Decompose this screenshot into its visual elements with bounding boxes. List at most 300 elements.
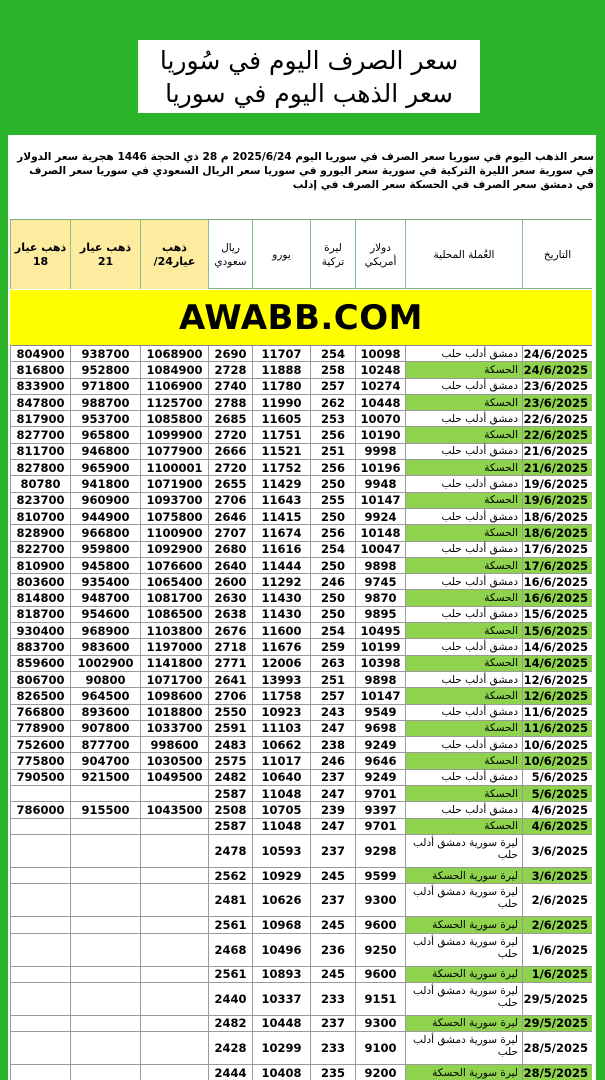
cell-sar: 2561 (208, 967, 252, 982)
cell-g21: 960900 (70, 493, 140, 508)
cell-g18: 930400 (10, 623, 70, 638)
cell-date: 21/6/2025 (522, 460, 592, 475)
cell-g21: 877700 (70, 737, 140, 752)
cell-date: 15/6/2025 (522, 623, 592, 638)
table-row (10, 967, 592, 983)
cell-g21: 983600 (70, 639, 140, 654)
table-row (10, 379, 592, 395)
cell-eur: 11430 (252, 590, 310, 605)
cell-g21: 964500 (70, 688, 140, 703)
cell-g24: 1125700 (140, 395, 208, 410)
cell-sar: 2771 (208, 656, 252, 671)
cell-date: 18/6/2025 (522, 509, 592, 524)
cell-g18: 833900 (10, 379, 70, 394)
cell-sar: 2483 (208, 737, 252, 752)
cell-eur: 10496 (252, 934, 310, 966)
cell-loc: دمشق أدلب حلب (405, 444, 522, 459)
cell-eur: 10640 (252, 770, 310, 785)
cell-g24: 1100900 (140, 525, 208, 540)
cell-date: 29/5/2025 (522, 983, 592, 1015)
cell-g21 (70, 1032, 140, 1064)
cell-loc: دمشق أدلب حلب (405, 346, 522, 361)
table-row (10, 934, 592, 967)
cell-sar: 2587 (208, 819, 252, 834)
cell-g24: 1084900 (140, 362, 208, 377)
cell-g21: 945800 (70, 558, 140, 573)
cell-date: 1/6/2025 (522, 967, 592, 982)
cell-sar: 2720 (208, 427, 252, 442)
cell-g24 (140, 1065, 208, 1080)
cell-usd: 9870 (355, 590, 405, 605)
table-row (10, 1065, 592, 1080)
cell-date: 4/6/2025 (522, 819, 592, 834)
table-row (10, 476, 592, 492)
cell-usd: 9701 (355, 819, 405, 834)
cell-sar: 2718 (208, 639, 252, 654)
cell-try: 257 (310, 379, 355, 394)
cell-try: 254 (310, 542, 355, 557)
cell-g24 (140, 1032, 208, 1064)
header-gold-21: ذهب عيار 21 (70, 220, 140, 289)
cell-eur: 10923 (252, 705, 310, 720)
cell-date: 23/6/2025 (522, 379, 592, 394)
cell-g24 (140, 819, 208, 834)
table-row (10, 509, 592, 525)
cell-try: 243 (310, 705, 355, 720)
cell-g24: 1077900 (140, 444, 208, 459)
cell-usd: 9249 (355, 737, 405, 752)
cell-try: 247 (310, 721, 355, 736)
cell-g24 (140, 868, 208, 883)
cell-eur: 11048 (252, 786, 310, 801)
cell-usd: 9646 (355, 753, 405, 768)
page-title-line-2: سعر الذهب اليوم في سوريا (165, 79, 453, 108)
cell-sar: 2706 (208, 493, 252, 508)
cell-try: 250 (310, 607, 355, 622)
cell-try: 256 (310, 427, 355, 442)
cell-g21: 90800 (70, 672, 140, 687)
cell-sar: 2690 (208, 346, 252, 361)
cell-usd: 9701 (355, 786, 405, 801)
cell-sar: 2587 (208, 786, 252, 801)
cell-eur: 10593 (252, 835, 310, 867)
cell-try: 251 (310, 444, 355, 459)
cell-g18: 786000 (10, 802, 70, 817)
cell-usd: 9397 (355, 802, 405, 817)
cell-g18: 817900 (10, 411, 70, 426)
cell-sar: 2655 (208, 476, 252, 491)
cell-sar: 2482 (208, 1016, 252, 1031)
cell-g21: 965900 (70, 460, 140, 475)
cell-loc: الحسكة (405, 623, 522, 638)
cell-g18 (10, 917, 70, 932)
cell-sar: 2630 (208, 590, 252, 605)
cell-eur: 11103 (252, 721, 310, 736)
cell-g18: 828900 (10, 525, 70, 540)
cell-try: 247 (310, 786, 355, 801)
cell-try: 259 (310, 639, 355, 654)
cell-g21: 893600 (70, 705, 140, 720)
cell-eur: 11605 (252, 411, 310, 426)
cell-g21 (70, 983, 140, 1015)
cell-sar: 2444 (208, 1065, 252, 1080)
table-row (10, 590, 592, 606)
table-row (10, 1016, 592, 1032)
table-row (10, 558, 592, 574)
table-row (10, 395, 592, 411)
table-row (10, 705, 592, 721)
cell-g24: 1065400 (140, 574, 208, 589)
cell-sar: 2666 (208, 444, 252, 459)
cell-loc: الحسكة (405, 427, 522, 442)
cell-g24 (140, 884, 208, 916)
cell-usd: 9895 (355, 607, 405, 622)
cell-g24: 1018800 (140, 705, 208, 720)
header-gold-18: ذهب عيار 18 (10, 220, 70, 289)
cell-loc: ليرة سورية الحسكة (405, 1016, 522, 1031)
cell-g18: 806700 (10, 672, 70, 687)
cell-sar: 2591 (208, 721, 252, 736)
cell-loc: ليرة سورية الحسكة (405, 1065, 522, 1080)
cell-loc: دمشق أدلب حلب (405, 737, 522, 752)
cell-sar: 2640 (208, 558, 252, 573)
table-row (10, 917, 592, 933)
cell-try: 250 (310, 590, 355, 605)
rates-table-body (10, 346, 592, 1080)
cell-usd: 9948 (355, 476, 405, 491)
cell-g21: 1002900 (70, 656, 140, 671)
cell-eur: 10337 (252, 983, 310, 1015)
table-row (10, 672, 592, 688)
cell-g21: 907800 (70, 721, 140, 736)
cell-try: 233 (310, 983, 355, 1015)
cell-g24 (140, 983, 208, 1015)
cell-date: 2/6/2025 (522, 884, 592, 916)
cell-try: 250 (310, 509, 355, 524)
cell-eur: 11415 (252, 509, 310, 524)
cell-g21: 941800 (70, 476, 140, 491)
cell-g18: 826500 (10, 688, 70, 703)
table-row (10, 983, 592, 1016)
cell-g18: 847800 (10, 395, 70, 410)
cell-usd: 10047 (355, 542, 405, 557)
cell-g24: 1106900 (140, 379, 208, 394)
cell-eur: 10929 (252, 868, 310, 883)
cell-g21 (70, 819, 140, 834)
cell-try: 250 (310, 558, 355, 573)
cell-date: 28/5/2025 (522, 1032, 592, 1064)
cell-loc: ليرة سورية دمشق أدلب حلب (405, 934, 522, 966)
cell-g24: 1033700 (140, 721, 208, 736)
cell-eur: 11674 (252, 525, 310, 540)
cell-loc: ليرة سورية دمشق أدلب حلب (405, 835, 522, 867)
cell-usd: 9600 (355, 967, 405, 982)
cell-eur: 11616 (252, 542, 310, 557)
banner-text: AWABB.COM (178, 297, 423, 338)
cell-g21 (70, 835, 140, 867)
cell-usd: 10274 (355, 379, 405, 394)
cell-sar: 2788 (208, 395, 252, 410)
table-row (10, 770, 592, 786)
site-banner (10, 290, 592, 346)
cell-g24: 1086500 (140, 607, 208, 622)
cell-date: 22/6/2025 (522, 411, 592, 426)
cell-loc: الحسكة (405, 395, 522, 410)
table-row (10, 819, 592, 835)
cell-try: 237 (310, 835, 355, 867)
cell-g21: 953700 (70, 411, 140, 426)
cell-usd: 10199 (355, 639, 405, 654)
cell-g18: 859600 (10, 656, 70, 671)
cell-sar: 2707 (208, 525, 252, 540)
cell-loc: الحسكة (405, 493, 522, 508)
table-row (10, 542, 592, 558)
cell-g21: 952800 (70, 362, 140, 377)
cell-g18: 80780 (10, 476, 70, 491)
cell-try: 237 (310, 884, 355, 916)
cell-g21 (70, 934, 140, 966)
cell-try: 256 (310, 460, 355, 475)
cell-g18 (10, 967, 70, 982)
cell-eur: 10408 (252, 1065, 310, 1080)
cell-g24: 1099900 (140, 427, 208, 442)
cell-eur: 11676 (252, 639, 310, 654)
cell-g18: 766800 (10, 705, 70, 720)
cell-g18: 883700 (10, 639, 70, 654)
cell-loc: ليرة سورية دمشق أدلب حلب (405, 983, 522, 1015)
cell-loc: الحسكة (405, 721, 522, 736)
cell-g24: 1093700 (140, 493, 208, 508)
cell-usd: 10070 (355, 411, 405, 426)
cell-date: 12/6/2025 (522, 672, 592, 687)
cell-usd: 10448 (355, 395, 405, 410)
cell-g21: 921500 (70, 770, 140, 785)
page-title-line-1: سعر الصرف اليوم في سُوريا (159, 46, 459, 75)
cell-loc: الحسكة (405, 688, 522, 703)
cell-g18: 827800 (10, 460, 70, 475)
cell-g18: 823700 (10, 493, 70, 508)
cell-loc: دمشق أدلب حلب (405, 542, 522, 557)
cell-date: 3/6/2025 (522, 835, 592, 867)
cell-date: 19/6/2025 (522, 493, 592, 508)
cell-g24: 1085800 (140, 411, 208, 426)
cell-g18: 790500 (10, 770, 70, 785)
cell-date: 1/6/2025 (522, 934, 592, 966)
cell-sar: 2428 (208, 1032, 252, 1064)
cell-g21 (70, 1065, 140, 1080)
cell-usd: 9100 (355, 1032, 405, 1064)
cell-try: 245 (310, 967, 355, 982)
table-row (10, 411, 592, 427)
cell-g21 (70, 884, 140, 916)
cell-g21: 948700 (70, 590, 140, 605)
cell-usd: 10147 (355, 688, 405, 703)
cell-g24 (140, 917, 208, 932)
cell-g18 (10, 983, 70, 1015)
cell-loc: دمشق أدلب حلب (405, 672, 522, 687)
cell-eur: 11430 (252, 607, 310, 622)
cell-try: 235 (310, 1065, 355, 1080)
table-row (10, 362, 592, 378)
cell-loc: الحسكة (405, 460, 522, 475)
cell-try: 254 (310, 346, 355, 361)
cell-sar: 2641 (208, 672, 252, 687)
cell-loc: الحسكة (405, 786, 522, 801)
cell-sar: 2468 (208, 934, 252, 966)
cell-sar: 2482 (208, 770, 252, 785)
cell-try: 257 (310, 688, 355, 703)
cell-date: 5/6/2025 (522, 770, 592, 785)
cell-try: 245 (310, 868, 355, 883)
cell-date: 19/6/2025 (522, 476, 592, 491)
cell-date: 10/6/2025 (522, 737, 592, 752)
cell-usd: 9151 (355, 983, 405, 1015)
cell-sar: 2508 (208, 802, 252, 817)
cell-loc: الحسكة (405, 753, 522, 768)
cell-usd: 10098 (355, 346, 405, 361)
cell-g21: 965800 (70, 427, 140, 442)
cell-date: 18/6/2025 (522, 525, 592, 540)
cell-eur: 11429 (252, 476, 310, 491)
cell-eur: 10968 (252, 917, 310, 932)
cell-loc: دمشق أدلب حلب (405, 639, 522, 654)
cell-usd: 10196 (355, 460, 405, 475)
cell-loc: دمشق أدلب حلب (405, 770, 522, 785)
cell-g18: 827700 (10, 427, 70, 442)
cell-sar: 2562 (208, 868, 252, 883)
cell-g24: 1071700 (140, 672, 208, 687)
cell-date: 16/6/2025 (522, 574, 592, 589)
cell-eur: 10626 (252, 884, 310, 916)
cell-g24: 1103800 (140, 623, 208, 638)
cell-usd: 9600 (355, 917, 405, 932)
cell-g18: 818700 (10, 607, 70, 622)
cell-sar: 2478 (208, 835, 252, 867)
cell-loc: ليرة سورية الحسكة (405, 868, 522, 883)
title-box (138, 40, 480, 113)
cell-eur: 11751 (252, 427, 310, 442)
cell-try: 236 (310, 934, 355, 966)
header-try: ليرة تركية (310, 220, 355, 289)
cell-loc: دمشق أدلب حلب (405, 379, 522, 394)
cell-eur: 10662 (252, 737, 310, 752)
cell-g24 (140, 967, 208, 982)
cell-sar: 2676 (208, 623, 252, 638)
cell-try: 258 (310, 362, 355, 377)
cell-g21 (70, 868, 140, 883)
cell-date: 12/6/2025 (522, 688, 592, 703)
cell-try: 254 (310, 623, 355, 638)
cell-g24: 1092900 (140, 542, 208, 557)
cell-eur: 11707 (252, 346, 310, 361)
cell-eur: 11444 (252, 558, 310, 573)
table-row (10, 802, 592, 818)
cell-try: 239 (310, 802, 355, 817)
table-row (10, 688, 592, 704)
frame-right (596, 135, 605, 1080)
cell-sar: 2740 (208, 379, 252, 394)
cell-usd: 10495 (355, 623, 405, 638)
cell-g21: 946800 (70, 444, 140, 459)
cell-try: 256 (310, 525, 355, 540)
cell-loc: ليرة سورية دمشق أدلب حلب (405, 1032, 522, 1064)
table-row (10, 623, 592, 639)
table-row (10, 786, 592, 802)
cell-try: 263 (310, 656, 355, 671)
cell-sar: 2646 (208, 509, 252, 524)
cell-g18 (10, 1065, 70, 1080)
cell-eur: 11752 (252, 460, 310, 475)
cell-date: 23/6/2025 (522, 395, 592, 410)
cell-date: 24/6/2025 (522, 346, 592, 361)
table-row (10, 639, 592, 655)
cell-sar: 2685 (208, 411, 252, 426)
cell-loc: الحسكة (405, 362, 522, 377)
cell-usd: 9698 (355, 721, 405, 736)
cell-date: 5/6/2025 (522, 786, 592, 801)
cell-eur: 12006 (252, 656, 310, 671)
cell-eur: 11643 (252, 493, 310, 508)
cell-usd: 9745 (355, 574, 405, 589)
cell-loc: دمشق أدلب حلب (405, 705, 522, 720)
cell-g21 (70, 1016, 140, 1031)
cell-g18: 778900 (10, 721, 70, 736)
cell-date: 10/6/2025 (522, 753, 592, 768)
cell-g21: 959800 (70, 542, 140, 557)
cell-usd: 9298 (355, 835, 405, 867)
cell-date: 15/6/2025 (522, 607, 592, 622)
table-row (10, 460, 592, 476)
cell-eur: 11521 (252, 444, 310, 459)
cell-usd: 9599 (355, 868, 405, 883)
cell-g21 (70, 786, 140, 801)
cell-g24: 1081700 (140, 590, 208, 605)
table-row (10, 1032, 592, 1065)
cell-g18: 804900 (10, 346, 70, 361)
cell-try: 246 (310, 753, 355, 768)
cell-loc: الحسكة (405, 590, 522, 605)
cell-try: 238 (310, 737, 355, 752)
cell-sar: 2720 (208, 460, 252, 475)
cell-eur: 11990 (252, 395, 310, 410)
cell-usd: 10398 (355, 656, 405, 671)
cell-date: 28/5/2025 (522, 1065, 592, 1080)
table-row (10, 493, 592, 509)
cell-g18: 810700 (10, 509, 70, 524)
cell-g18 (10, 884, 70, 916)
cell-eur: 11017 (252, 753, 310, 768)
cell-try: 245 (310, 917, 355, 932)
cell-g21: 935400 (70, 574, 140, 589)
cell-loc: الحسكة (405, 525, 522, 540)
table-row (10, 607, 592, 623)
cell-g21: 904700 (70, 753, 140, 768)
cell-usd: 10190 (355, 427, 405, 442)
cell-try: 253 (310, 411, 355, 426)
header-gold-24: ذهب عيار24/ (140, 220, 208, 289)
cell-g24: 1075800 (140, 509, 208, 524)
table-row (10, 346, 592, 362)
table-row (10, 427, 592, 443)
cell-try: 250 (310, 476, 355, 491)
cell-g21: 944900 (70, 509, 140, 524)
cell-g18: 814800 (10, 590, 70, 605)
table-row (10, 574, 592, 590)
table-row (10, 753, 592, 769)
cell-usd: 9200 (355, 1065, 405, 1080)
cell-eur: 11780 (252, 379, 310, 394)
cell-g18: 816800 (10, 362, 70, 377)
